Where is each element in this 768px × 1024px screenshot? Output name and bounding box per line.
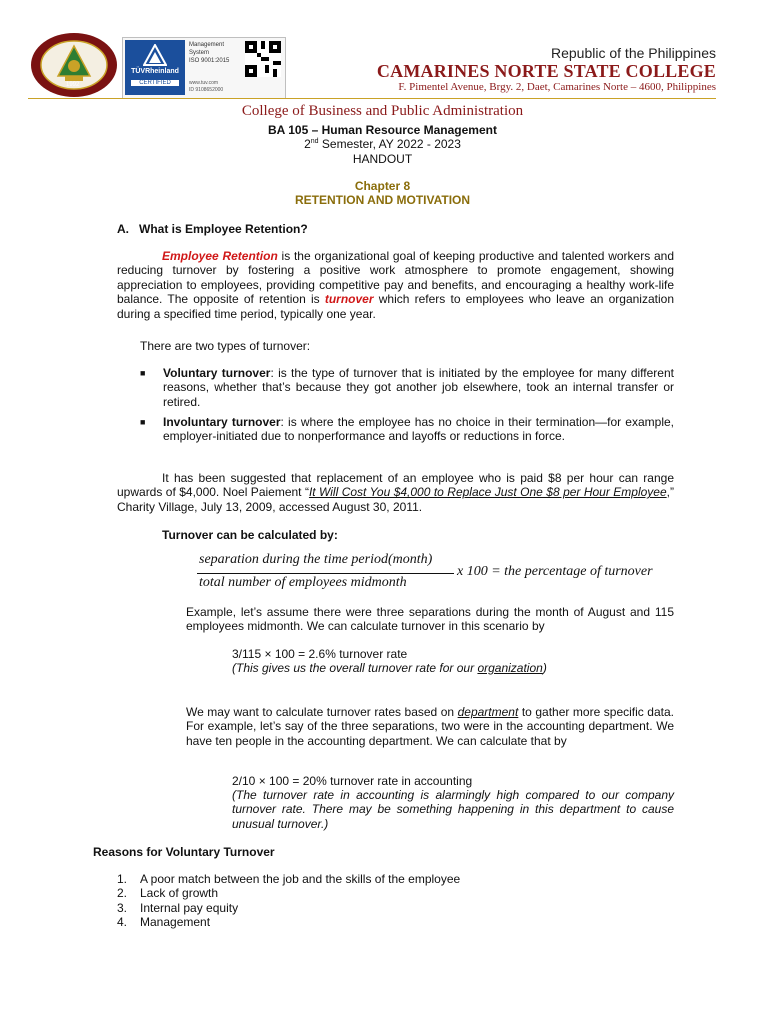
- example-1-note-b: ): [542, 661, 547, 675]
- cert-line-1: Management: [189, 42, 225, 48]
- cost-text-b: ,” Charity Village, July 13, 2009, accessed August 30, 2011.: [117, 485, 674, 514]
- bullet-icon: ■: [140, 417, 146, 427]
- retention-paragraph: [117, 249, 674, 321]
- example-1-calc: 3/115 × 100 = 2.6% turnover rate: [232, 647, 408, 661]
- list-text: Lack of growth: [140, 886, 219, 901]
- turnover-type-item: [140, 415, 674, 444]
- list-item: [117, 872, 637, 886]
- college-name: CAMARINES NORTE STATE COLLEGE: [376, 61, 716, 81]
- example-1-text: Example, let’s assume there were three separations during the month of August and 115 employees midmonth. We can calculate turnover in this scenario by: [186, 605, 674, 634]
- involuntary-text: [163, 415, 674, 444]
- cost-citation-link[interactable]: It Will Cost You $4,000 to Replace Just One $8 per Hour Employee: [308, 485, 667, 500]
- college-seal: [30, 32, 118, 98]
- tuv-cert-block: [122, 37, 286, 99]
- formula-denominator: total number of employees midmonth: [199, 575, 407, 590]
- chapter-title: RETENTION AND MOTIVATION: [294, 193, 471, 207]
- involuntary-term: Involuntary turnover: [163, 415, 281, 429]
- retention-text-a: is the organizational goal of keeping productive and talented workers and reducing turnover by fostering a positive work atmosphere to promote engagement, showing appreciation to employees, providing competitive pay and benefits, and encouraging a healthy work-life balance. The opposite of retention is: [117, 249, 674, 307]
- course-title: BA 105 – Human Resource Management: [268, 123, 497, 137]
- list-item: [117, 886, 637, 900]
- semester-rest: Semester, AY 2022 - 2023: [318, 137, 461, 151]
- cert-id: ID 9108652000: [189, 87, 224, 93]
- semester-num: 2: [304, 137, 311, 151]
- department-title: College of Business and Public Administration: [241, 103, 524, 119]
- list-text: A poor match between the job and the skills of the employee: [140, 872, 461, 886]
- list-number: 1.: [117, 872, 128, 886]
- organization-link[interactable]: organization: [477, 661, 543, 675]
- voluntary-text: [163, 366, 674, 409]
- formula-result: x 100 = the percentage of turnover: [457, 564, 653, 579]
- reasons-list: [117, 872, 637, 930]
- cost-paragraph: [117, 471, 674, 514]
- formula-heading: Turnover can be calculated by:: [162, 528, 338, 542]
- seal-year: 1992: [66, 82, 80, 88]
- list-item: [117, 915, 637, 929]
- turnover-type-item: [140, 366, 674, 409]
- example-2-note: (The turnover rate in accounting is alarmingly high compared to our company turnover rate. There may be something happening in this department to cause unusual turnover.): [232, 788, 674, 831]
- header-rule: [28, 98, 716, 99]
- section-a-heading: A. What is Employee Retention?: [117, 222, 308, 236]
- types-intro: There are two types of turnover:: [140, 339, 311, 353]
- list-number: 4.: [117, 915, 128, 930]
- fraction-bar: [197, 573, 454, 574]
- involuntary-desc: : is where the employee has no choice in their termination—for example, employer-initiated due to nonperformance and layoffs or reductions in force.: [163, 415, 674, 444]
- voluntary-desc: : is the type of turnover that is initiated by the employee for many different reasons, whether that’s because they got another job elsewhere, took an internal transfer or retired.: [163, 366, 674, 409]
- example-2-text: [186, 705, 674, 748]
- cert-text: [189, 41, 229, 65]
- cert-url: www.tuv.com: [189, 80, 219, 86]
- bullet-icon: ■: [140, 368, 146, 378]
- tuv-brand: TÜVRheinland: [131, 68, 179, 75]
- example-1-note: [232, 661, 547, 675]
- voluntary-term: Voluntary turnover: [163, 366, 271, 380]
- republic-label: Republic of the Philippines: [551, 45, 716, 61]
- term-employee-retention: Employee Retention: [162, 249, 278, 263]
- example-2-text-b: to gather more specific data. For example, let’s say of the three separations, two were in the accounting department. We have ten people in the accounting department. We can calculate that by: [186, 705, 674, 748]
- tuv-triangle-icon: [143, 44, 167, 66]
- formula-numerator: separation during the time period(month): [199, 552, 433, 567]
- list-number: 2.: [117, 886, 128, 901]
- qr-code-icon: [245, 41, 281, 77]
- department-link[interactable]: department: [457, 705, 519, 719]
- example-2-text-a: We may want to calculate turnover rates based on: [186, 705, 458, 719]
- list-item: [117, 901, 637, 915]
- tuv-logo: [125, 40, 185, 95]
- reasons-heading: Reasons for Voluntary Turnover: [93, 845, 275, 859]
- tuv-badge: CERTIFIED: [131, 80, 179, 86]
- list-number: 3.: [117, 900, 128, 915]
- cert-line-3: ISO 9001:2015: [189, 58, 230, 64]
- list-text: Management: [140, 915, 211, 930]
- term-turnover: turnover: [324, 292, 374, 307]
- retention-text-b: which refers to employees who leave an organization during a specified time period, typically one year.: [117, 292, 674, 321]
- doc-type: HANDOUT: [352, 152, 413, 166]
- college-address: F. Pimentel Avenue, Brgy. 2, Daet, Camarines Norte – 4600, Philippines: [398, 81, 716, 93]
- example-1-note-a: (This gives us the overall turnover rate for our: [232, 661, 478, 675]
- cost-text-a: It has been suggested that replacement of an employee who is paid $8 per hour can range upwards of $4,000. Noel Paiement “: [117, 471, 674, 500]
- chapter-number: Chapter 8: [354, 179, 411, 193]
- semester-sup: nd: [310, 138, 319, 145]
- example-2-calc: 2/10 × 100 = 20% turnover rate in accounting: [232, 774, 473, 788]
- list-text: Internal pay equity: [140, 900, 239, 915]
- semester-line: [0, 137, 765, 151]
- cert-line-2: System: [189, 50, 210, 56]
